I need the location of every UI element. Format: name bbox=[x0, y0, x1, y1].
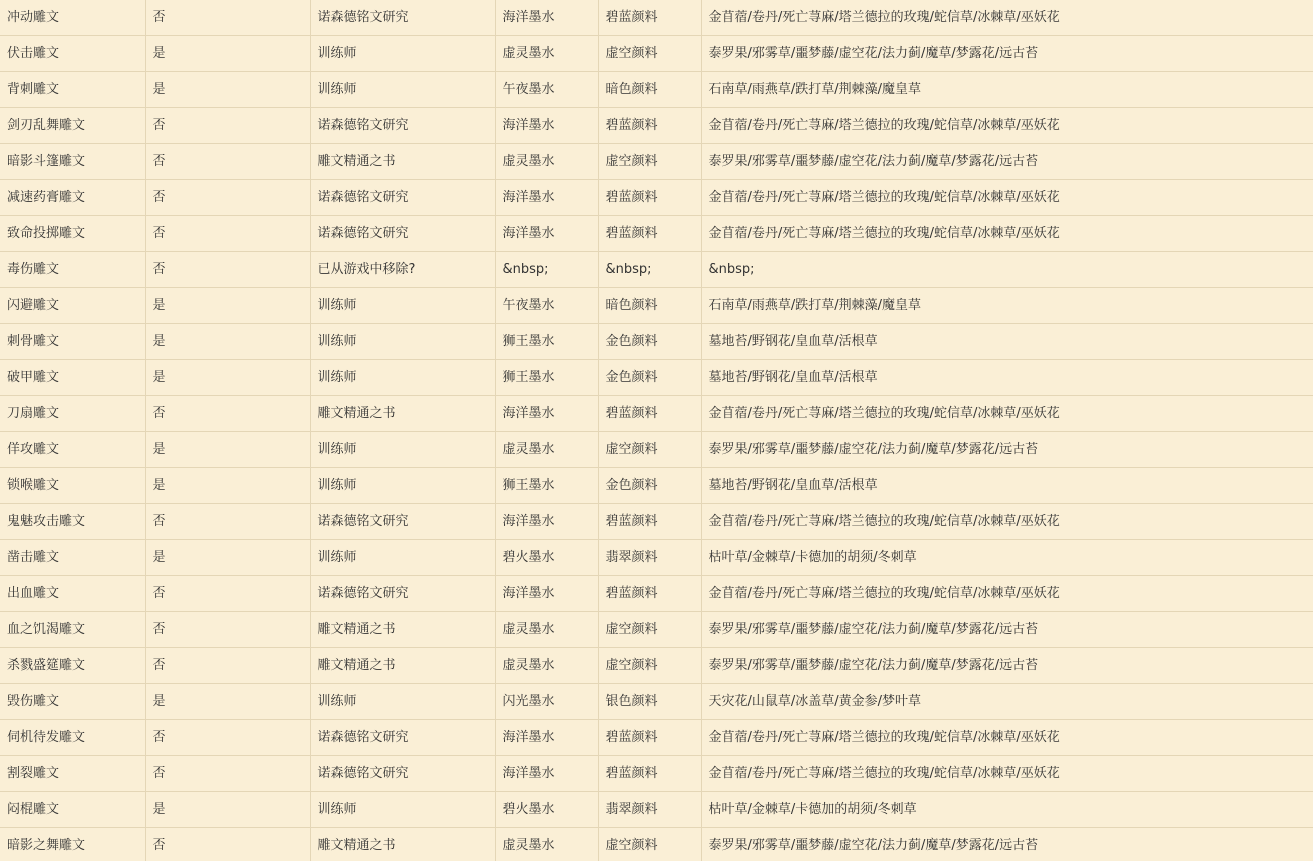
table-row bbox=[0, 576, 1313, 612]
prime-flag-cell: 否 bbox=[145, 828, 310, 861]
glyph-name-cell: 血之饥渴雕文 bbox=[0, 612, 145, 648]
pigment-cell: 碧蓝颜料 bbox=[598, 180, 701, 216]
table-row bbox=[0, 144, 1313, 180]
prime-flag-cell: 是 bbox=[145, 468, 310, 504]
source-cell: 诺森德铭文研究 bbox=[310, 504, 495, 540]
glyph-name-cell: 杀戮盛筵雕文 bbox=[0, 648, 145, 684]
source-cell: 诺森德铭文研究 bbox=[310, 108, 495, 144]
pigment-cell: 碧蓝颜料 bbox=[598, 108, 701, 144]
table-row bbox=[0, 396, 1313, 432]
prime-flag-cell: 否 bbox=[145, 396, 310, 432]
glyph-name-cell: 佯攻雕文 bbox=[0, 432, 145, 468]
pigment-cell: 暗色颜料 bbox=[598, 72, 701, 108]
glyph-name-cell: 暗影斗篷雕文 bbox=[0, 144, 145, 180]
table-row bbox=[0, 216, 1313, 252]
source-cell: 诺森德铭文研究 bbox=[310, 720, 495, 756]
prime-flag-cell: 否 bbox=[145, 108, 310, 144]
herbs-cell: 泰罗果/邪雾草/噩梦藤/虚空花/法力蓟/魔草/梦露花/远古苔 bbox=[701, 432, 1313, 468]
herbs-cell: 墓地苔/野钢花/皇血草/活根草 bbox=[701, 468, 1313, 504]
herbs-cell: 墓地苔/野钢花/皇血草/活根草 bbox=[701, 360, 1313, 396]
herbs-cell: 泰罗果/邪雾草/噩梦藤/虚空花/法力蓟/魔草/梦露花/远古苔 bbox=[701, 828, 1313, 861]
pigment-cell: 碧蓝颜料 bbox=[598, 504, 701, 540]
pigment-cell: 虚空颜料 bbox=[598, 144, 701, 180]
ink-cell: 虚灵墨水 bbox=[495, 648, 598, 684]
pigment-cell: 虚空颜料 bbox=[598, 432, 701, 468]
pigment-cell: 虚空颜料 bbox=[598, 612, 701, 648]
glyph-name-cell: 割裂雕文 bbox=[0, 756, 145, 792]
herbs-cell: 金苜蓿/卷丹/死亡荨麻/塔兰德拉的玫瑰/蛇信草/冰棘草/巫妖花 bbox=[701, 576, 1313, 612]
glyph-name-cell: 剑刃乱舞雕文 bbox=[0, 108, 145, 144]
source-cell: 诺森德铭文研究 bbox=[310, 756, 495, 792]
herbs-cell: 金苜蓿/卷丹/死亡荨麻/塔兰德拉的玫瑰/蛇信草/冰棘草/巫妖花 bbox=[701, 0, 1313, 36]
prime-flag-cell: 否 bbox=[145, 0, 310, 36]
source-cell: 诺森德铭文研究 bbox=[310, 180, 495, 216]
table-row bbox=[0, 432, 1313, 468]
glyph-name-cell: 凿击雕文 bbox=[0, 540, 145, 576]
table-row bbox=[0, 612, 1313, 648]
prime-flag-cell: 是 bbox=[145, 432, 310, 468]
source-cell: 雕文精通之书 bbox=[310, 828, 495, 861]
table-row bbox=[0, 252, 1313, 288]
herbs-cell: 石南草/雨燕草/跌打草/荆棘藻/魔皇草 bbox=[701, 72, 1313, 108]
herbs-cell: 泰罗果/邪雾草/噩梦藤/虚空花/法力蓟/魔草/梦露花/远古苔 bbox=[701, 612, 1313, 648]
table-row bbox=[0, 828, 1313, 861]
prime-flag-cell: 否 bbox=[145, 612, 310, 648]
source-cell: 训练师 bbox=[310, 72, 495, 108]
ink-cell: 午夜墨水 bbox=[495, 288, 598, 324]
pigment-cell: 虚空颜料 bbox=[598, 36, 701, 72]
table-row bbox=[0, 684, 1313, 720]
pigment-cell: &nbsp; bbox=[598, 252, 701, 288]
prime-flag-cell: 是 bbox=[145, 288, 310, 324]
table-row bbox=[0, 180, 1313, 216]
prime-flag-cell: 是 bbox=[145, 72, 310, 108]
table-row bbox=[0, 468, 1313, 504]
table-row bbox=[0, 756, 1313, 792]
source-cell: 训练师 bbox=[310, 468, 495, 504]
prime-flag-cell: 是 bbox=[145, 792, 310, 828]
prime-flag-cell: 否 bbox=[145, 648, 310, 684]
source-cell: 诺森德铭文研究 bbox=[310, 216, 495, 252]
glyph-name-cell: 伺机待发雕文 bbox=[0, 720, 145, 756]
source-cell: 雕文精通之书 bbox=[310, 648, 495, 684]
ink-cell: 狮王墨水 bbox=[495, 360, 598, 396]
prime-flag-cell: 是 bbox=[145, 684, 310, 720]
table-row bbox=[0, 108, 1313, 144]
pigment-cell: 银色颜料 bbox=[598, 684, 701, 720]
herbs-cell: 枯叶草/金棘草/卡德加的胡须/冬刺草 bbox=[701, 792, 1313, 828]
pigment-cell: 虚空颜料 bbox=[598, 648, 701, 684]
table-row bbox=[0, 36, 1313, 72]
herbs-cell: 金苜蓿/卷丹/死亡荨麻/塔兰德拉的玫瑰/蛇信草/冰棘草/巫妖花 bbox=[701, 108, 1313, 144]
glyph-name-cell: 刀扇雕文 bbox=[0, 396, 145, 432]
ink-cell: 海洋墨水 bbox=[495, 576, 598, 612]
ink-cell: 海洋墨水 bbox=[495, 0, 598, 36]
source-cell: 训练师 bbox=[310, 324, 495, 360]
table-row bbox=[0, 792, 1313, 828]
glyph-name-cell: 减速药膏雕文 bbox=[0, 180, 145, 216]
ink-cell: 闪光墨水 bbox=[495, 684, 598, 720]
herbs-cell: 石南草/雨燕草/跌打草/荆棘藻/魔皇草 bbox=[701, 288, 1313, 324]
source-cell: 已从游戏中移除? bbox=[310, 252, 495, 288]
ink-cell: 虚灵墨水 bbox=[495, 144, 598, 180]
glyph-name-cell: 毁伤雕文 bbox=[0, 684, 145, 720]
glyph-name-cell: 鬼魅攻击雕文 bbox=[0, 504, 145, 540]
glyph-name-cell: 出血雕文 bbox=[0, 576, 145, 612]
ink-cell: 虚灵墨水 bbox=[495, 612, 598, 648]
source-cell: 雕文精通之书 bbox=[310, 612, 495, 648]
glyph-name-cell: 暗影之舞雕文 bbox=[0, 828, 145, 861]
source-cell: 训练师 bbox=[310, 792, 495, 828]
source-cell: 训练师 bbox=[310, 288, 495, 324]
prime-flag-cell: 是 bbox=[145, 36, 310, 72]
pigment-cell: 碧蓝颜料 bbox=[598, 216, 701, 252]
ink-cell: 海洋墨水 bbox=[495, 756, 598, 792]
ink-cell: 虚灵墨水 bbox=[495, 828, 598, 861]
ink-cell: 碧火墨水 bbox=[495, 792, 598, 828]
pigment-cell: 金色颜料 bbox=[598, 360, 701, 396]
herbs-cell: 金苜蓿/卷丹/死亡荨麻/塔兰德拉的玫瑰/蛇信草/冰棘草/巫妖花 bbox=[701, 756, 1313, 792]
herbs-cell: 金苜蓿/卷丹/死亡荨麻/塔兰德拉的玫瑰/蛇信草/冰棘草/巫妖花 bbox=[701, 720, 1313, 756]
herbs-cell: 泰罗果/邪雾草/噩梦藤/虚空花/法力蓟/魔草/梦露花/远古苔 bbox=[701, 144, 1313, 180]
herbs-cell: 金苜蓿/卷丹/死亡荨麻/塔兰德拉的玫瑰/蛇信草/冰棘草/巫妖花 bbox=[701, 396, 1313, 432]
herbs-cell: 金苜蓿/卷丹/死亡荨麻/塔兰德拉的玫瑰/蛇信草/冰棘草/巫妖花 bbox=[701, 504, 1313, 540]
herbs-cell: 墓地苔/野钢花/皇血草/活根草 bbox=[701, 324, 1313, 360]
ink-cell: 海洋墨水 bbox=[495, 216, 598, 252]
prime-flag-cell: 是 bbox=[145, 360, 310, 396]
prime-flag-cell: 否 bbox=[145, 144, 310, 180]
source-cell: 训练师 bbox=[310, 360, 495, 396]
table-row bbox=[0, 72, 1313, 108]
pigment-cell: 翡翠颜料 bbox=[598, 792, 701, 828]
ink-cell: 海洋墨水 bbox=[495, 108, 598, 144]
prime-flag-cell: 是 bbox=[145, 324, 310, 360]
ink-cell: 虚灵墨水 bbox=[495, 432, 598, 468]
glyph-name-cell: 致命投掷雕文 bbox=[0, 216, 145, 252]
prime-flag-cell: 否 bbox=[145, 180, 310, 216]
table-row bbox=[0, 288, 1313, 324]
herbs-cell: 金苜蓿/卷丹/死亡荨麻/塔兰德拉的玫瑰/蛇信草/冰棘草/巫妖花 bbox=[701, 216, 1313, 252]
table-row bbox=[0, 504, 1313, 540]
glyph-name-cell: 伏击雕文 bbox=[0, 36, 145, 72]
source-cell: 训练师 bbox=[310, 36, 495, 72]
ink-cell: 海洋墨水 bbox=[495, 504, 598, 540]
ink-cell: &nbsp; bbox=[495, 252, 598, 288]
pigment-cell: 碧蓝颜料 bbox=[598, 0, 701, 36]
table-row bbox=[0, 720, 1313, 756]
ink-cell: 狮王墨水 bbox=[495, 324, 598, 360]
glyph-name-cell: 刺骨雕文 bbox=[0, 324, 145, 360]
pigment-cell: 碧蓝颜料 bbox=[598, 576, 701, 612]
herbs-cell: 泰罗果/邪雾草/噩梦藤/虚空花/法力蓟/魔草/梦露花/远古苔 bbox=[701, 36, 1313, 72]
prime-flag-cell: 否 bbox=[145, 216, 310, 252]
table-row bbox=[0, 648, 1313, 684]
ink-cell: 虚灵墨水 bbox=[495, 36, 598, 72]
source-cell: 诺森德铭文研究 bbox=[310, 0, 495, 36]
glyph-name-cell: 破甲雕文 bbox=[0, 360, 145, 396]
source-cell: 雕文精通之书 bbox=[310, 144, 495, 180]
source-cell: 训练师 bbox=[310, 432, 495, 468]
pigment-cell: 碧蓝颜料 bbox=[598, 756, 701, 792]
pigment-cell: 暗色颜料 bbox=[598, 288, 701, 324]
herbs-cell: 泰罗果/邪雾草/噩梦藤/虚空花/法力蓟/魔草/梦露花/远古苔 bbox=[701, 648, 1313, 684]
source-cell: 诺森德铭文研究 bbox=[310, 576, 495, 612]
prime-flag-cell: 否 bbox=[145, 756, 310, 792]
source-cell: 训练师 bbox=[310, 540, 495, 576]
pigment-cell: 碧蓝颜料 bbox=[598, 720, 701, 756]
glyph-name-cell: 闪避雕文 bbox=[0, 288, 145, 324]
ink-cell: 海洋墨水 bbox=[495, 180, 598, 216]
ink-cell: 海洋墨水 bbox=[495, 396, 598, 432]
glyph-name-cell: 毒伤雕文 bbox=[0, 252, 145, 288]
table-row bbox=[0, 360, 1313, 396]
ink-cell: 海洋墨水 bbox=[495, 720, 598, 756]
herbs-cell: 金苜蓿/卷丹/死亡荨麻/塔兰德拉的玫瑰/蛇信草/冰棘草/巫妖花 bbox=[701, 180, 1313, 216]
pigment-cell: 碧蓝颜料 bbox=[598, 396, 701, 432]
glyph-name-cell: 闷棍雕文 bbox=[0, 792, 145, 828]
glyph-name-cell: 冲动雕文 bbox=[0, 0, 145, 36]
table-row bbox=[0, 540, 1313, 576]
glyph-name-cell: 锁喉雕文 bbox=[0, 468, 145, 504]
table-row bbox=[0, 0, 1313, 36]
ink-cell: 狮王墨水 bbox=[495, 468, 598, 504]
prime-flag-cell: 否 bbox=[145, 252, 310, 288]
pigment-cell: 金色颜料 bbox=[598, 468, 701, 504]
herbs-cell: &nbsp; bbox=[701, 252, 1313, 288]
source-cell: 雕文精通之书 bbox=[310, 396, 495, 432]
pigment-cell: 虚空颜料 bbox=[598, 828, 701, 861]
table-row bbox=[0, 324, 1313, 360]
ink-cell: 午夜墨水 bbox=[495, 72, 598, 108]
source-cell: 训练师 bbox=[310, 684, 495, 720]
herbs-cell: 枯叶草/金棘草/卡德加的胡须/冬刺草 bbox=[701, 540, 1313, 576]
prime-flag-cell: 是 bbox=[145, 540, 310, 576]
pigment-cell: 翡翠颜料 bbox=[598, 540, 701, 576]
glyph-name-cell: 背刺雕文 bbox=[0, 72, 145, 108]
prime-flag-cell: 否 bbox=[145, 504, 310, 540]
pigment-cell: 金色颜料 bbox=[598, 324, 701, 360]
prime-flag-cell: 否 bbox=[145, 720, 310, 756]
ink-cell: 碧火墨水 bbox=[495, 540, 598, 576]
herbs-cell: 天灾花/山鼠草/冰盖草/黄金参/梦叶草 bbox=[701, 684, 1313, 720]
prime-flag-cell: 否 bbox=[145, 576, 310, 612]
